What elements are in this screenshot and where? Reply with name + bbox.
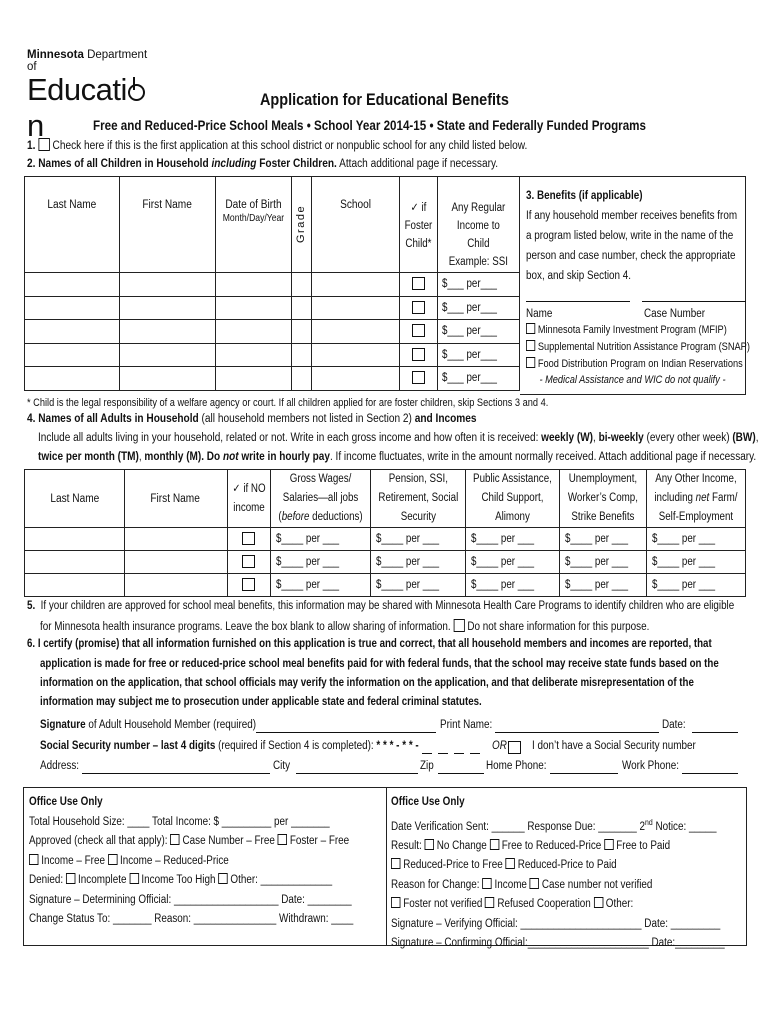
child-first-name-cell[interactable] [120, 273, 216, 297]
foster-not-verified-checkbox[interactable] [391, 897, 400, 908]
child-dob-cell[interactable] [216, 273, 292, 297]
foster-verified-line: Foster not verified Refused Cooperation Other: [391, 895, 696, 915]
date-label: Date: [662, 719, 686, 731]
child-row [25, 343, 520, 367]
col-dob: Date of Birth [225, 199, 282, 211]
income-cell[interactable]: $____ per ___ [471, 579, 535, 591]
change-status-line: Change Status To: _______ Reason: _______________ Withdrawn: ____ [29, 913, 354, 925]
section2-heading: 2. Names of all Children in Household including Foster Children. Attach additional page if necessary. [27, 158, 499, 170]
household-size-line: Total Household Size: ____ Total Income: $ _________ per _______ [29, 815, 330, 828]
reason-other-checkbox[interactable] [594, 897, 603, 908]
child-dob-cell[interactable] [216, 343, 292, 367]
section3-benefits [520, 176, 750, 395]
child-first-name-cell[interactable] [120, 343, 216, 367]
adult-col-public-2: Child Support, [481, 492, 544, 504]
section6-line4: information may subject me to prosecution under applicable state and federal criminal statutes. [40, 696, 482, 708]
benefit-name-field[interactable] [526, 288, 630, 302]
child-school-cell[interactable] [311, 320, 400, 344]
reduced-to-paid-checkbox[interactable] [505, 858, 514, 869]
section3-text-2: a program listed below, write in the name of the [526, 230, 734, 242]
child-grade-cell[interactable] [292, 367, 312, 391]
address-label: Address: [40, 760, 80, 772]
section3-text-1: If any household member receives benefits from [526, 210, 738, 222]
child-last-name-cell[interactable] [25, 320, 120, 344]
home-phone-field[interactable] [550, 760, 618, 774]
child-last-name-cell[interactable] [25, 296, 120, 320]
child-income-cell[interactable]: $___ per___ [442, 278, 498, 291]
col-income-2: Income to [457, 220, 501, 232]
child-row [25, 367, 520, 391]
section6-line2: application is made for free or reduced-price school meal benefits paid for with federal funds, that the school may receive state funds based on the [40, 658, 719, 670]
office-use-box [23, 787, 747, 950]
col-foster-3: Child* [405, 238, 432, 250]
logo-o-icon [128, 84, 145, 101]
income-cell[interactable]: $____ per ___ [652, 533, 716, 545]
child-income-cell[interactable]: $___ per___ [442, 325, 498, 338]
section5-line1: 5. If your children are approved for school meal benefits, this information may be shared with Minnesota Health Care Programs to identify children who are eligible [27, 600, 735, 612]
program-fdpir: Food Distribution Program on Indian Reservations [526, 356, 710, 373]
program-snap: Supplemental Nutrition Assistance Program (SNAP) [526, 339, 710, 356]
adult-col-unemp-2: Worker’s Comp, [568, 492, 639, 504]
sig-verifying-line: Signature – Verifying Official: ______________________ Date: _________ [391, 917, 721, 930]
no-income-checkbox[interactable] [242, 555, 255, 568]
org-logo-text: Educati [27, 72, 127, 107]
section1 [27, 138, 527, 152]
children-table [24, 176, 520, 391]
col-dob-sub: Month/Day/Year [222, 212, 285, 224]
income-cell[interactable]: $____ per ___ [375, 556, 439, 568]
income-cell[interactable]: $____ per ___ [565, 556, 629, 568]
city-label: City [273, 760, 291, 772]
child-dob-cell[interactable] [216, 320, 292, 344]
print-name-field[interactable] [495, 719, 659, 733]
income-cell[interactable]: $____ per ___ [652, 579, 716, 591]
free-to-reduced-checkbox[interactable] [490, 839, 499, 850]
fdpir-checkbox[interactable] [526, 357, 535, 368]
child-first-name-cell[interactable] [120, 367, 216, 391]
income-cell[interactable]: $____ per ___ [375, 533, 439, 545]
child-school-cell[interactable] [311, 343, 400, 367]
adult-first-name-cell[interactable] [124, 551, 227, 574]
mfip-checkbox[interactable] [526, 323, 535, 334]
adults-table [24, 469, 746, 597]
adult-last-name-cell[interactable] [25, 551, 125, 574]
reason-income-checkbox[interactable] [482, 878, 491, 889]
child-last-name-cell[interactable] [25, 343, 120, 367]
child-school-cell[interactable] [311, 296, 400, 320]
section4-line2: twice per month (TM), monthly (M). Do not write in hourly pay. If income fluctuates, write in the amount normally received. Attach additional page if necessary. [38, 451, 757, 463]
refused-checkbox[interactable] [485, 897, 494, 908]
income-cell[interactable]: $____ per ___ [565, 533, 629, 545]
adult-col-pension-2: Retirement, Social [378, 492, 458, 504]
reason-line: Reason for Change: Income Case number not verified [391, 878, 653, 891]
result-line: Result: No Change Free to Reduced-Price Free to Paid [391, 839, 671, 852]
adult-col-other-1: Any Other Income, [655, 473, 737, 485]
benefit-case-label: Case Number [644, 308, 706, 320]
too-high-checkbox[interactable] [129, 873, 138, 884]
office-use-left [29, 793, 384, 930]
signature-label: Signature of Adult Household Member (required) [40, 719, 257, 731]
program-mfip: Minnesota Family Investment Program (MFIP) [526, 322, 710, 339]
col-first-name: First Name [142, 199, 193, 211]
income-cell[interactable]: $____ per ___ [275, 556, 339, 568]
org-logo-end: n [27, 108, 44, 143]
free-to-paid-checkbox[interactable] [604, 839, 613, 850]
sig-confirming-line: Signature – Confirming Official:______________________ Date:_________ [391, 937, 725, 950]
adult-col-other-2: including net Farm/ [654, 492, 738, 504]
ssn-digit-field[interactable] [454, 740, 464, 754]
col-grade: Grade [295, 204, 308, 243]
col-foster-1: ✓ if [410, 202, 427, 214]
child-income-cell[interactable]: $___ per___ [442, 372, 498, 385]
foster-checkbox[interactable] [412, 277, 425, 290]
child-row [25, 320, 520, 344]
adult-col-wages-3: (before deductions) [277, 511, 363, 523]
adult-col-first-name: First Name [150, 492, 201, 505]
adult-col-pension-1: Pension, SSI, [388, 473, 448, 485]
no-ssn-checkbox[interactable] [508, 741, 521, 754]
office-left-heading: Office Use Only [29, 796, 103, 808]
child-grade-cell[interactable] [292, 343, 312, 367]
sig-determining-line: Signature – Determining Official: ___________________ Date: ________ [29, 893, 352, 906]
home-phone-label: Home Phone: [486, 760, 547, 772]
col-foster-2: Foster [404, 220, 433, 232]
do-not-share-checkbox[interactable] [453, 619, 464, 632]
no-change-checkbox[interactable] [425, 839, 434, 850]
approved-line: Approved (check all that apply): Case Number – Free Foster – Free [29, 835, 350, 847]
child-school-cell[interactable] [311, 273, 400, 297]
adult-col-last-name: Last Name [49, 492, 99, 505]
incomplete-checkbox[interactable] [66, 873, 75, 884]
adult-col-no-income-1: ✓ if NO [231, 482, 266, 495]
work-phone-label: Work Phone: [622, 760, 679, 772]
org-name-rest: Department of [27, 49, 148, 73]
adult-col-wages-1: Gross Wages/ [289, 473, 351, 485]
income-cell[interactable]: $____ per ___ [565, 579, 629, 591]
adult-last-name-cell[interactable] [25, 528, 125, 551]
ssn-row [40, 740, 740, 758]
adult-col-pension-3: Security [400, 511, 436, 523]
adult-last-name-cell[interactable] [25, 574, 125, 597]
child-income-cell[interactable]: $___ per___ [442, 301, 498, 314]
address-row [40, 760, 740, 778]
verification-line: Date Verification Sent: ______ Response Due: _______ 2nd Notice: _____ [391, 817, 717, 833]
zip-field[interactable] [438, 760, 484, 774]
foster-free-checkbox[interactable] [278, 834, 287, 845]
case-free-checkbox[interactable] [170, 834, 179, 845]
benefit-name-label: Name [526, 308, 553, 320]
page-subtitle: Free and Reduced-Price School Meals • School Year 2014-15 • State and Federally Funded Programs [93, 117, 646, 133]
income-cell[interactable]: $____ per ___ [275, 579, 339, 591]
adult-col-unemp-3: Strike Benefits [571, 511, 635, 523]
income-free-checkbox[interactable] [29, 854, 38, 865]
page-title: Application for Educational Benefits [260, 90, 509, 109]
adult-first-name-cell[interactable] [124, 528, 227, 551]
col-income-4: Example: SSI [448, 256, 509, 268]
child-dob-cell[interactable] [216, 296, 292, 320]
print-name-label: Print Name: [440, 719, 493, 731]
child-last-name-cell[interactable] [25, 367, 120, 391]
income-cell[interactable]: $____ per ___ [652, 556, 716, 568]
adult-col-wages-2: Salaries—all jobs [282, 492, 358, 504]
ssn-digit-field[interactable] [438, 740, 448, 754]
org-name-bold: Minnesota [27, 49, 84, 61]
first-application-checkbox[interactable] [38, 138, 49, 151]
child-dob-cell[interactable] [216, 367, 292, 391]
income-cell[interactable]: $____ per ___ [275, 533, 339, 545]
foster-checkbox[interactable] [412, 371, 425, 384]
reduced-to-free-checkbox[interactable] [391, 858, 400, 869]
ssn-digit-field[interactable] [470, 740, 480, 754]
reduced-line: Reduced-Price to Free Reduced-Price to Paid [391, 856, 696, 876]
adult-row [25, 551, 746, 574]
adult-col-public-1: Public Assistance, [473, 473, 553, 485]
foster-checkbox[interactable] [412, 348, 425, 361]
date-field[interactable] [692, 719, 738, 733]
section5-line2: for Minnesota health insurance programs. Leave the box blank to allow sharing of information. Do not share information for this purpose. [40, 621, 650, 633]
office-right-heading: Office Use Only [391, 796, 465, 808]
city-field[interactable] [296, 760, 418, 774]
section6-line3: information on the application, that school officials may verify the information on the application, and that deliberate misrepresentation of the [40, 677, 694, 689]
col-last-name: Last Name [47, 199, 97, 211]
income-reduced-checkbox[interactable] [108, 854, 117, 865]
col-income-1: Any Regular [451, 202, 506, 214]
section1-num: 1. [27, 140, 36, 152]
office-use-right [391, 793, 746, 954]
adult-row [25, 574, 746, 597]
adult-row [25, 528, 746, 551]
col-school: School [339, 199, 371, 211]
income-cell[interactable]: $____ per ___ [375, 579, 439, 591]
section3-text-3: person and case number, check the appropriate [526, 250, 736, 262]
org-logo [27, 49, 157, 143]
approved-income-line: Income – Free Income – Reduced-Price [29, 852, 334, 872]
signature-field[interactable] [256, 719, 436, 733]
ssn-label: Social Security number – last 4 digits (required if Section 4 is completed): * * * - * * - [40, 740, 419, 752]
signature-row [40, 719, 740, 737]
section1-text: Check here if this is the first application at this school district or nonpublic school for any child listed below. [52, 140, 528, 152]
section4-heading: 4. Names of all Adults in Household (all household members not listed in Section 2) and Incomes [27, 413, 477, 425]
work-phone-field[interactable] [682, 760, 738, 774]
child-row [25, 273, 520, 297]
section3-heading: 3. Benefits (if applicable) [526, 190, 643, 202]
adult-first-name-cell[interactable] [124, 574, 227, 597]
no-income-checkbox[interactable] [242, 532, 255, 545]
benefit-case-field[interactable] [642, 288, 746, 302]
child-last-name-cell[interactable] [25, 273, 120, 297]
section4-line1: Include all adults living in your household, related or not. Write in each gross income and how often it is received: weekly (W), bi-weekly (every other week) (BW), [38, 432, 759, 444]
child-grade-cell[interactable] [292, 320, 312, 344]
ssn-digit-field[interactable] [422, 740, 432, 754]
income-cell[interactable]: $____ per ___ [471, 533, 535, 545]
child-income-cell[interactable]: $___ per___ [442, 348, 498, 361]
zip-label: Zip [420, 760, 434, 772]
snap-checkbox[interactable] [526, 340, 535, 351]
foster-footnote: * Child is the legal responsibility of a welfare agency or court. If all children applied for are foster children, skip Sections 3 and 4. [27, 397, 549, 409]
section6-line1: 6. I certify (promise) that all information furnished on this application is true and correct, that all household members and incomes are reported, that [27, 638, 712, 650]
child-first-name-cell[interactable] [120, 320, 216, 344]
ssn-or: OR [492, 740, 507, 752]
child-school-cell[interactable] [311, 367, 400, 391]
children-table-header [25, 177, 520, 273]
child-grade-cell[interactable] [292, 273, 312, 297]
income-cell[interactable]: $____ per ___ [471, 556, 535, 568]
adult-col-public-3: Alimony [495, 511, 531, 523]
child-row [25, 296, 520, 320]
adult-col-no-income-2: income [232, 501, 265, 514]
adults-table-header [25, 470, 746, 528]
no-ssn-label: I don’t have a Social Security number [532, 740, 696, 752]
address-field[interactable] [82, 760, 270, 774]
section3-note: - Medical Assistance and WIC do not qualify - [539, 374, 726, 386]
no-income-checkbox[interactable] [242, 578, 255, 591]
col-income-3: Child [467, 238, 490, 250]
foster-checkbox[interactable] [412, 324, 425, 337]
section3-text-4: box, and skip Section 4. [526, 270, 632, 282]
case-not-verified-checkbox[interactable] [530, 878, 539, 889]
adult-col-unemp-1: Unemployment, [568, 473, 638, 485]
child-first-name-cell[interactable] [120, 296, 216, 320]
foster-checkbox[interactable] [412, 301, 425, 314]
adult-col-other-3: Self-Employment [658, 511, 734, 523]
child-grade-cell[interactable] [292, 296, 312, 320]
denied-line: Denied: Incomplete Income Too High Other: _____________ [29, 874, 333, 886]
denied-other-checkbox[interactable] [218, 873, 227, 884]
